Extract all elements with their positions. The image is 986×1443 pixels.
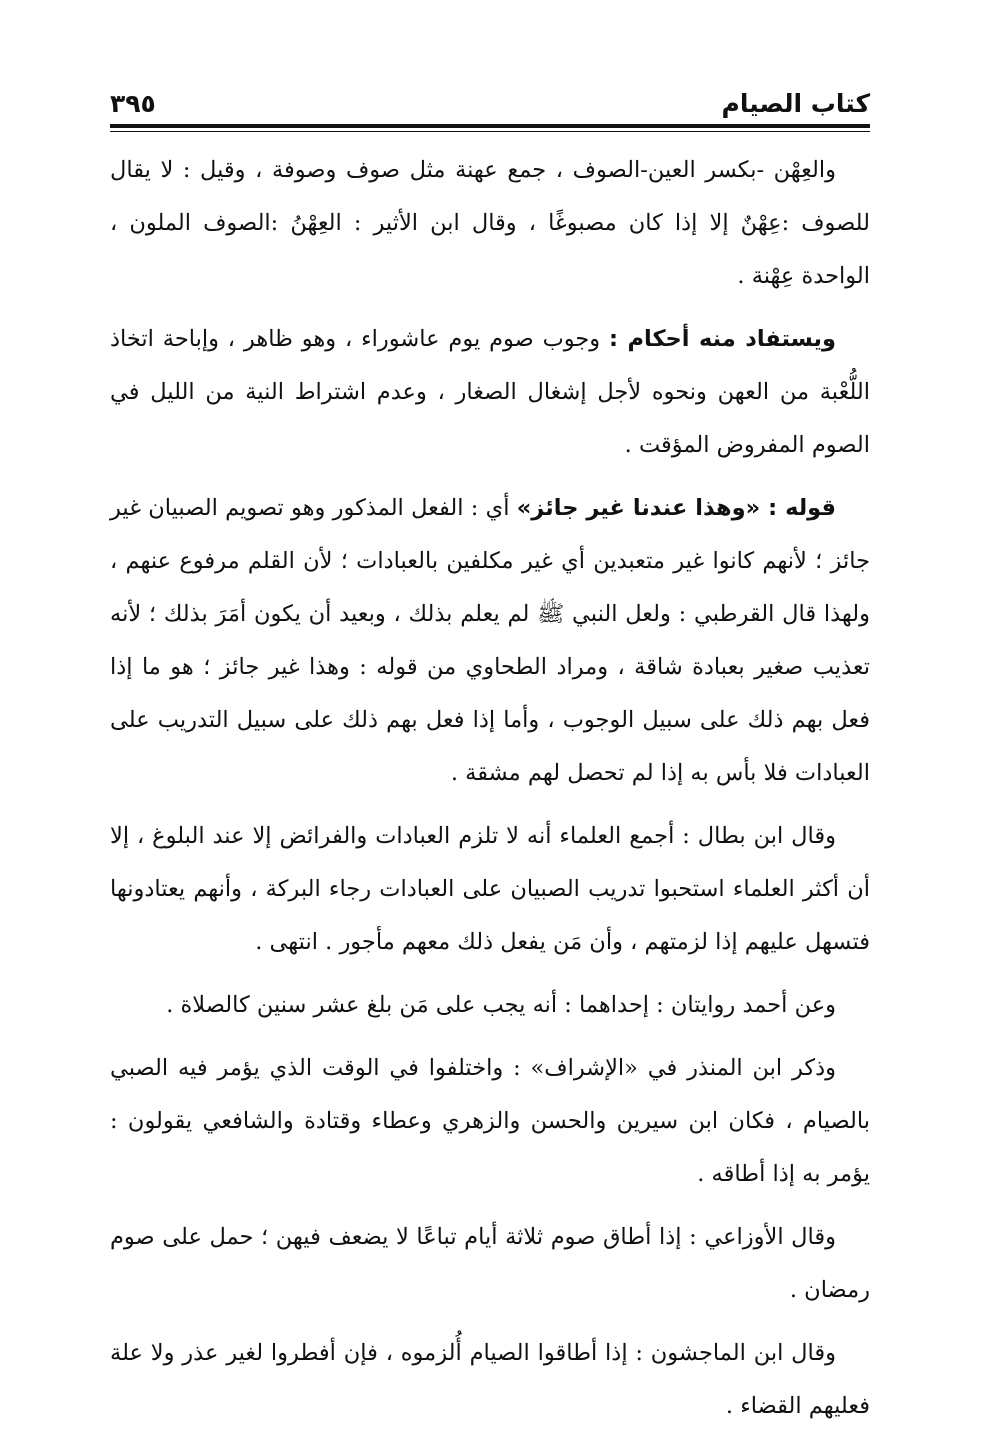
header-rule-thick <box>110 124 870 128</box>
paragraph-text: وجوب صوم يوم عاشوراء ، وهو ظاهر ، وإباحة اتخاذ اللُّعْبة من العهن ونحوه لأجل إشغال الصغار ، وعدم اشتراط النية من الليل في الصوم المفروض المؤقت . <box>110 326 870 458</box>
paragraph-ahmad <box>110 979 870 1032</box>
paragraph-text: وقال ابن الماجشون : إذا أطاقوا الصيام أُلزموه ، فإن أفطروا لغير عذر ولا علة فعليهم القضاء . <box>110 1340 870 1419</box>
paragraph-text: وذكر ابن المنذر في «الإشراف» : واختلفوا في الوقت الذي يؤمر فيه الصبي بالصيام ، فكان ابن سيرين والحسن والزهري وعطاء وقتادة والشافعي يقولون : يؤمر به إذا أطاقه . <box>110 1055 870 1187</box>
paragraph-text: وقال ابن بطال : أجمع العلماء أنه لا تلزم العبادات والفرائض إلا عند البلوغ ، إلا أن أكثر العلماء استحبوا تدريب الصبيان على العبادات رجاء البركة ، وأنهم يعتادونها فتسهل عليهم إذا لزمتهم ، وأن مَن يفعل ذلك معهم مأجور . انتهى . <box>110 823 870 955</box>
paragraph-ibn-majishun <box>110 1327 870 1433</box>
paragraph-ibn-battal <box>110 810 870 969</box>
page-number: ٣٩٥ <box>110 89 156 118</box>
paragraph-text: والعِهْن -بكسر العين-الصوف ، جمع عهنة مثل صوف وصوفة ، وقيل : لا يقال للصوف :عِهْنٌ إلا إذا كان مصبوغًا ، وقال ابن الأثير : العِهْنُ :الصوف الملون ، الواحدة عِهْنة . <box>110 157 870 289</box>
running-header <box>110 78 870 118</box>
paragraph-ibn-mundhir <box>110 1042 870 1201</box>
paragraph-rulings <box>110 313 870 472</box>
paragraph-awzai <box>110 1211 870 1317</box>
book-page <box>110 78 870 1443</box>
paragraph-text: وعن أحمد روايتان : إحداهما : أنه يجب على مَن بلغ عشر سنين كالصلاة . <box>166 992 836 1018</box>
page-body <box>110 144 870 1433</box>
paragraph-qawluhu <box>110 482 870 800</box>
paragraph-ihn-definition <box>110 144 870 303</box>
paragraph-lead: ويستفاد منه أحكام : <box>609 326 836 352</box>
paragraph-lead: قوله : «وهذا عندنا غير جائز» <box>516 495 836 521</box>
paragraph-text: وقال الأوزاعي : إذا أطاق صوم ثلاثة أيام تباعًا لا يضعف فيهن ؛ حمل على صوم رمضان . <box>110 1224 870 1303</box>
header-rule-thin <box>110 131 870 132</box>
paragraph-text: أي : الفعل المذكور وهو تصويم الصبيان غير جائز ؛ لأنهم كانوا غير متعبدين أي غير مكلفين بالعبادات ؛ لأن القلم مرفوع عنهم ، ولهذا قال القرطبي : ولعل النبي ﷺ لم يعلم بذلك ، وبعيد أن يكون أمَرَ بذلك ؛ لأنه تعذيب صغير بعبادة شاقة ، ومراد الطحاوي من قوله : وهذا غير جائز ؛ هو ما إذا فعل بهم ذلك على سبيل الوجوب ، وأما إذا فعل بهم ذلك على سبيل التدريب على العبادات فلا بأس به إذا لم تحصل لهم مشقة . <box>110 495 870 786</box>
book-title: كتاب الصيام <box>721 89 870 118</box>
